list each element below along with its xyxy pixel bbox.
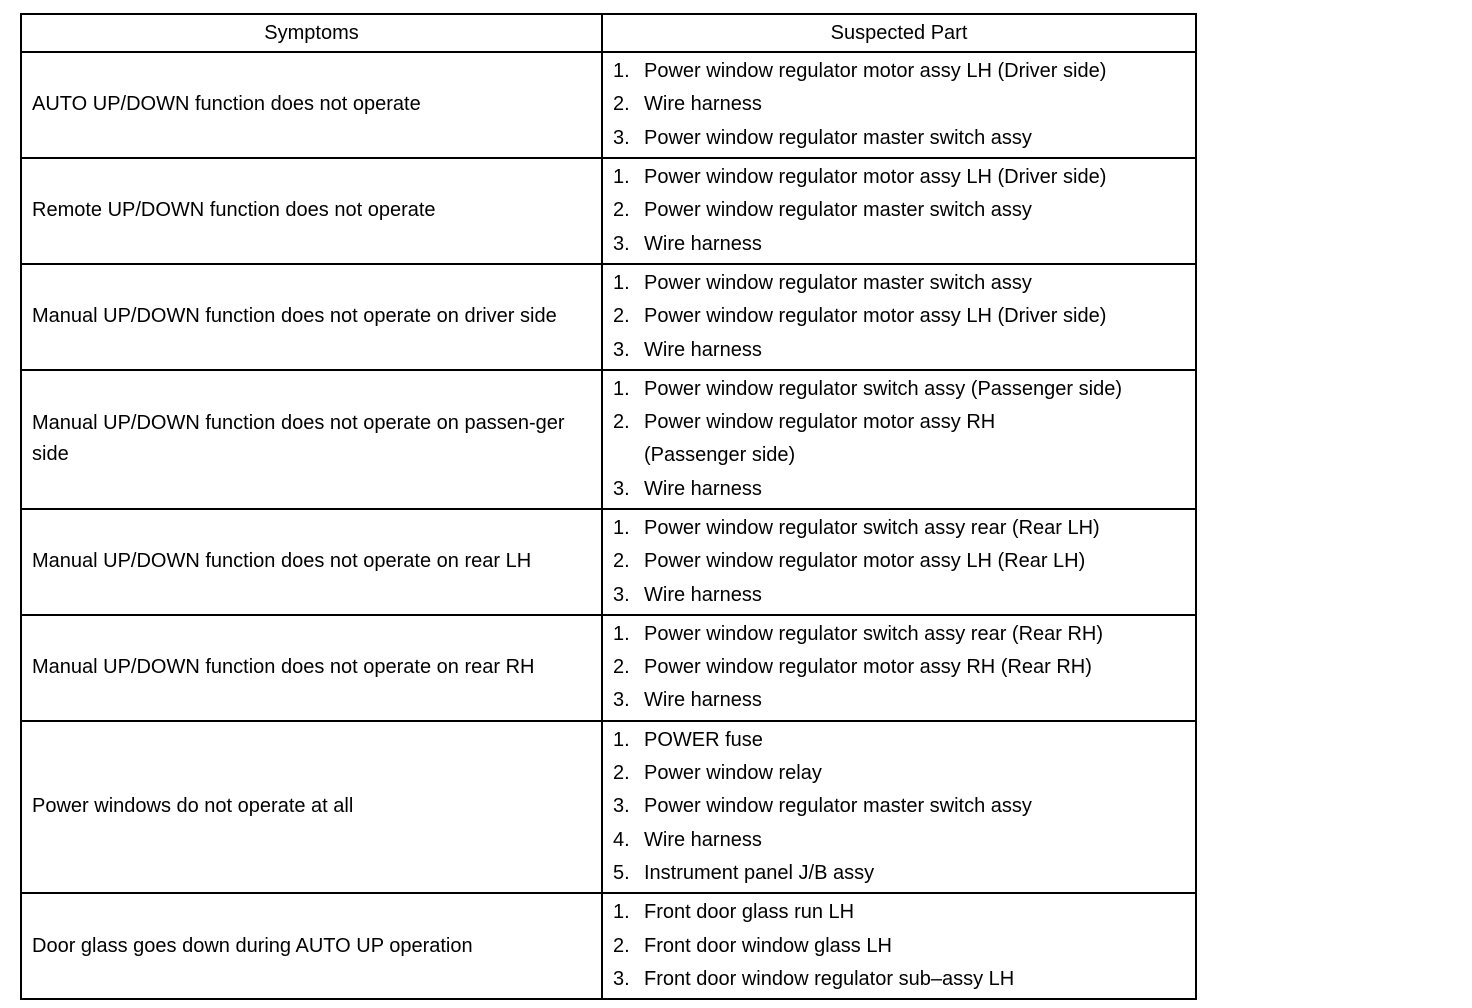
part-list-item — [613, 373, 1185, 406]
symptom-cell: Manual UP/DOWN function does not operate on driver side — [21, 264, 602, 370]
part-list-item — [613, 267, 1185, 300]
part-name: Wire harness — [644, 583, 762, 606]
part-name: Wire harness — [644, 828, 762, 851]
symptom-cell: AUTO UP/DOWN function does not operate — [21, 52, 602, 158]
part-list-item — [613, 896, 1185, 929]
symptom-cell: Manual UP/DOWN function does not operate on rear RH — [21, 615, 602, 721]
part-list-item — [613, 545, 1185, 578]
part-name: Wire harness — [644, 232, 762, 255]
part-list-item — [613, 790, 1185, 823]
suspected-parts-cell — [602, 264, 1196, 370]
part-name: Power window regulator motor assy RH (Passenger side) — [644, 410, 996, 467]
part-list-item — [613, 300, 1185, 333]
part-name: Power window regulator switch assy (Passenger side) — [644, 377, 1122, 400]
part-name: Wire harness — [644, 93, 762, 116]
item-number: 1. — [613, 166, 630, 189]
table-row — [21, 893, 1196, 999]
table-row — [21, 615, 1196, 721]
header-suspected-part: Suspected Part — [602, 14, 1196, 52]
suspected-parts-cell — [602, 52, 1196, 158]
table-row — [21, 158, 1196, 264]
part-list-item — [613, 161, 1185, 194]
item-number: 3. — [613, 232, 630, 255]
part-name: Power window regulator master switch assy — [644, 271, 1032, 294]
header-symptoms: Symptoms — [21, 14, 602, 52]
part-list-item — [613, 333, 1185, 366]
table-row — [21, 52, 1196, 158]
part-name: Power window regulator master switch assy — [644, 795, 1032, 818]
item-number: 2. — [613, 762, 630, 785]
part-list-item — [613, 473, 1185, 506]
item-number: 1. — [613, 60, 630, 83]
item-number: 1. — [613, 622, 630, 645]
part-list-item — [613, 963, 1185, 996]
suspected-parts-cell — [602, 721, 1196, 893]
part-name: Power window regulator master switch assy — [644, 126, 1032, 149]
suspected-parts-cell — [602, 509, 1196, 615]
header-row — [21, 14, 1196, 52]
symptom-cell: Remote UP/DOWN function does not operate — [21, 158, 602, 264]
part-name: Power window regulator motor assy LH (Driver side) — [644, 60, 1107, 83]
item-number: 2. — [613, 199, 630, 222]
part-name: Power window regulator master switch assy — [644, 199, 1032, 222]
part-name: Wire harness — [644, 338, 762, 361]
part-name: Power window regulator switch assy rear (Rear LH) — [644, 517, 1100, 539]
symptoms-table — [20, 13, 1197, 1000]
table-row — [21, 721, 1196, 893]
part-list-item — [613, 406, 1185, 473]
part-name: Power window regulator motor assy LH (Rear LH) — [644, 550, 1086, 573]
symptom-cell: Manual UP/DOWN function does not operate on rear LH — [21, 509, 602, 615]
symptom-cell: Door glass goes down during AUTO UP operation — [21, 893, 602, 999]
item-number: 3. — [613, 583, 630, 606]
suspected-parts-cell — [602, 893, 1196, 999]
part-list-item — [613, 724, 1185, 757]
item-number: 2. — [613, 656, 630, 679]
item-number: 1. — [613, 377, 630, 400]
part-list-item — [613, 757, 1185, 790]
part-name: Power window regulator motor assy LH (Driver side) — [644, 305, 1107, 328]
part-name: Instrument panel J/B assy — [644, 861, 875, 884]
item-number: 3. — [613, 338, 630, 361]
part-name: Front door window regulator sub–assy LH — [644, 967, 1015, 990]
item-number: 3. — [613, 967, 630, 990]
suspected-parts-cell — [602, 158, 1196, 264]
part-list-item — [613, 578, 1185, 611]
part-list-item — [613, 227, 1185, 260]
part-name: Power window relay — [644, 762, 822, 785]
item-number: 2. — [613, 305, 630, 328]
item-number: 3. — [613, 795, 630, 818]
part-name: Power window regulator switch assy rear (Rear RH) — [644, 622, 1104, 645]
part-list-item — [613, 684, 1185, 717]
item-number: 3. — [613, 126, 630, 149]
part-list-item — [613, 122, 1185, 155]
part-name: Wire harness — [644, 689, 762, 712]
item-number: 1. — [613, 728, 630, 751]
item-number: 2. — [613, 410, 630, 433]
part-list-item — [613, 194, 1185, 227]
item-number: 3. — [613, 477, 630, 500]
part-name: Front door window glass LH — [644, 934, 892, 957]
part-list-item — [613, 88, 1185, 121]
symptom-cell: Manual UP/DOWN function does not operate on passen-ger side — [21, 370, 602, 509]
symptom-cell: Power windows do not operate at all — [21, 721, 602, 893]
part-list-item — [613, 929, 1185, 962]
item-number: 1. — [613, 517, 630, 539]
part-list-item — [613, 857, 1185, 890]
item-number: 2. — [613, 93, 630, 116]
suspected-parts-cell — [602, 370, 1196, 509]
table-row — [21, 264, 1196, 370]
suspected-parts-cell — [602, 615, 1196, 721]
table-row — [21, 509, 1196, 615]
part-list-item — [613, 651, 1185, 684]
part-list-item — [613, 824, 1185, 857]
item-number: 2. — [613, 550, 630, 573]
item-number: 1. — [613, 901, 630, 924]
part-name: Front door glass run LH — [644, 901, 855, 924]
item-number: 3. — [613, 689, 630, 712]
part-name: Power window regulator motor assy LH (Driver side) — [644, 166, 1107, 189]
item-number: 2. — [613, 934, 630, 957]
item-number: 4. — [613, 828, 630, 851]
table-row — [21, 370, 1196, 509]
part-list-item — [613, 618, 1185, 651]
part-name: Power window regulator motor assy RH (Rear RH) — [644, 656, 1092, 679]
item-number: 5. — [613, 861, 630, 884]
part-list-item — [613, 55, 1185, 88]
part-list-item — [613, 512, 1185, 545]
part-name: Wire harness — [644, 477, 762, 500]
part-name: POWER fuse — [644, 728, 763, 751]
item-number: 1. — [613, 271, 630, 294]
